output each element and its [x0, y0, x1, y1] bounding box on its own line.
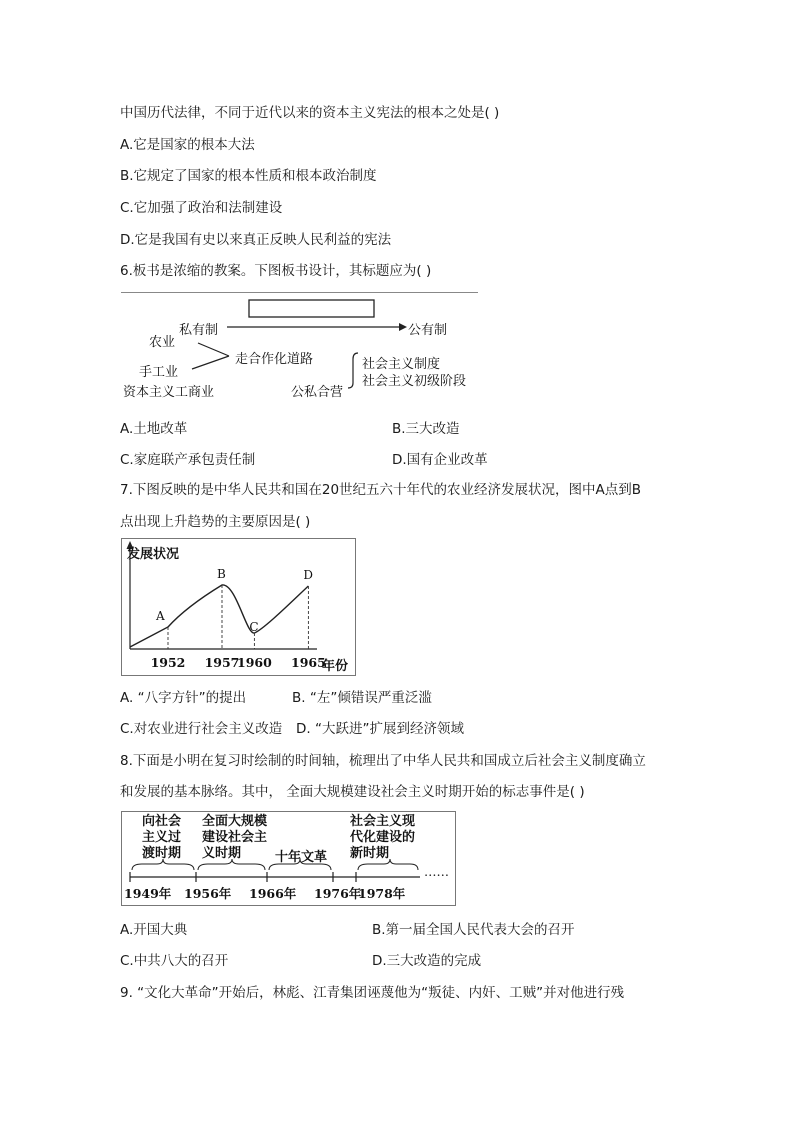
q9-stem: 9. “文化大革命”开始后，林彪、江青集团诬蔑他为“叛徒、内奸、工贼”并对他进行残 — [120, 985, 625, 1001]
q5-option-c: C.它加强了政治和法制建设 — [120, 200, 283, 216]
period-full-scale-construction: 全面大规模 建设社会主 义时期 — [202, 814, 268, 861]
arrowhead-icon — [399, 323, 407, 331]
year-1978: 1978年 — [358, 886, 406, 901]
q5-option-b: B.它规定了国家的根本性质和根本政治制度 — [120, 168, 377, 184]
fig-private-ownership: 私有制 — [179, 323, 219, 338]
q6-blackboard-figure — [121, 292, 478, 401]
q6-option-c: C.家庭联产承包责任制 — [120, 452, 256, 468]
q8-stem-line1: 8.下面是小明在复习时绘制的时间轴，梳理出了中华人民共和国成立后社会主义制度确立 — [120, 753, 646, 769]
period-modernization: 社会主义现 代化建设的 新时期 — [350, 814, 416, 861]
chart-x-tick-label: 1957 — [204, 655, 240, 670]
q8-stem-line2: 和发展的基本脉络。其中， 全面大规模建设社会主义时期开始的标志事件是( ) — [120, 784, 585, 800]
chart-point-label: A — [156, 609, 165, 623]
q6-option-a: A.土地改革 — [120, 421, 188, 437]
fig-public-ownership: 公有制 — [408, 323, 448, 338]
q7-stem-line2: 点出现上升趋势的主要原因是( ) — [120, 514, 311, 530]
q6-stem: 6.板书是浓缩的教案。下图板书设计，其标题应为( ) — [120, 263, 432, 279]
fig-agriculture: 农业 — [149, 335, 176, 350]
q8-timeline-figure — [121, 811, 456, 906]
q7-option-d: D. “大跃进”扩展到经济领域 — [296, 721, 464, 737]
chart-point-label: C — [249, 620, 259, 634]
q6-option-d: D.国有企业改革 — [392, 452, 488, 468]
chart-point-label: B — [217, 567, 226, 581]
q6-option-b: B.三大改造 — [392, 421, 460, 437]
year-1956: 1956年 — [184, 886, 232, 901]
period-cultural-revolution: 十年文革 — [275, 850, 328, 865]
fig-handicraft: 手工业 — [139, 365, 179, 380]
brace-icon — [348, 353, 358, 388]
fig-cooperative-road: 走合作化道路 — [235, 352, 314, 367]
q7-stem-line1: 7.下图反映的是中华人民共和国在20世纪五六十年代的农业经济发展状况，图中A点到B — [120, 482, 642, 498]
chart-x-tick-label: 1965 — [291, 655, 326, 670]
fig-socialist-system: 社会主义制度 — [362, 357, 441, 372]
chart-x-tick-label: 1960 — [237, 655, 272, 670]
year-1976: 1976年 — [314, 886, 362, 901]
timeline-ellipsis: …… — [424, 864, 449, 879]
q7-agriculture-chart — [121, 538, 356, 676]
chart-y-label: 发展状况 — [127, 547, 180, 562]
chart-x-tick-label: 1952 — [150, 655, 186, 670]
blank-title-box — [249, 300, 374, 317]
fig-capitalist-industry: 资本主义工商业 — [123, 385, 215, 400]
q8-option-c: C.中共八大的召开 — [120, 953, 229, 969]
fig-joint-ownership: 公私合营 — [291, 385, 344, 400]
q8-option-d: D.三大改造的完成 — [372, 953, 482, 969]
q8-option-b: B.第一届全国人民代表大会的召开 — [372, 922, 575, 938]
q7-option-a: A. “八字方针”的提出 — [120, 690, 247, 706]
q7-option-c: C.对农业进行社会主义改造 — [120, 721, 283, 737]
q7-option-b: B. “左”倾错误严重泛滥 — [292, 690, 432, 706]
q5-option-d: D.它是我国有史以来真正反映人民利益的宪法 — [120, 232, 392, 248]
q5-option-a: A.它是国家的根本大法 — [120, 137, 255, 153]
year-1949: 1949年 — [124, 886, 172, 901]
chart-x-label: 年份 — [322, 659, 349, 674]
period-transition: 向社会 主义过 渡时期 — [142, 814, 182, 861]
q5-stem: 中国历代法律，不同于近代以来的资本主义宪法的根本之处是( ) — [120, 105, 500, 121]
year-1966: 1966年 — [249, 886, 297, 901]
fig-primary-stage: 社会主义初级阶段 — [362, 374, 467, 389]
q8-option-a: A.开国大典 — [120, 922, 188, 938]
chart-point-label: D — [303, 568, 314, 582]
